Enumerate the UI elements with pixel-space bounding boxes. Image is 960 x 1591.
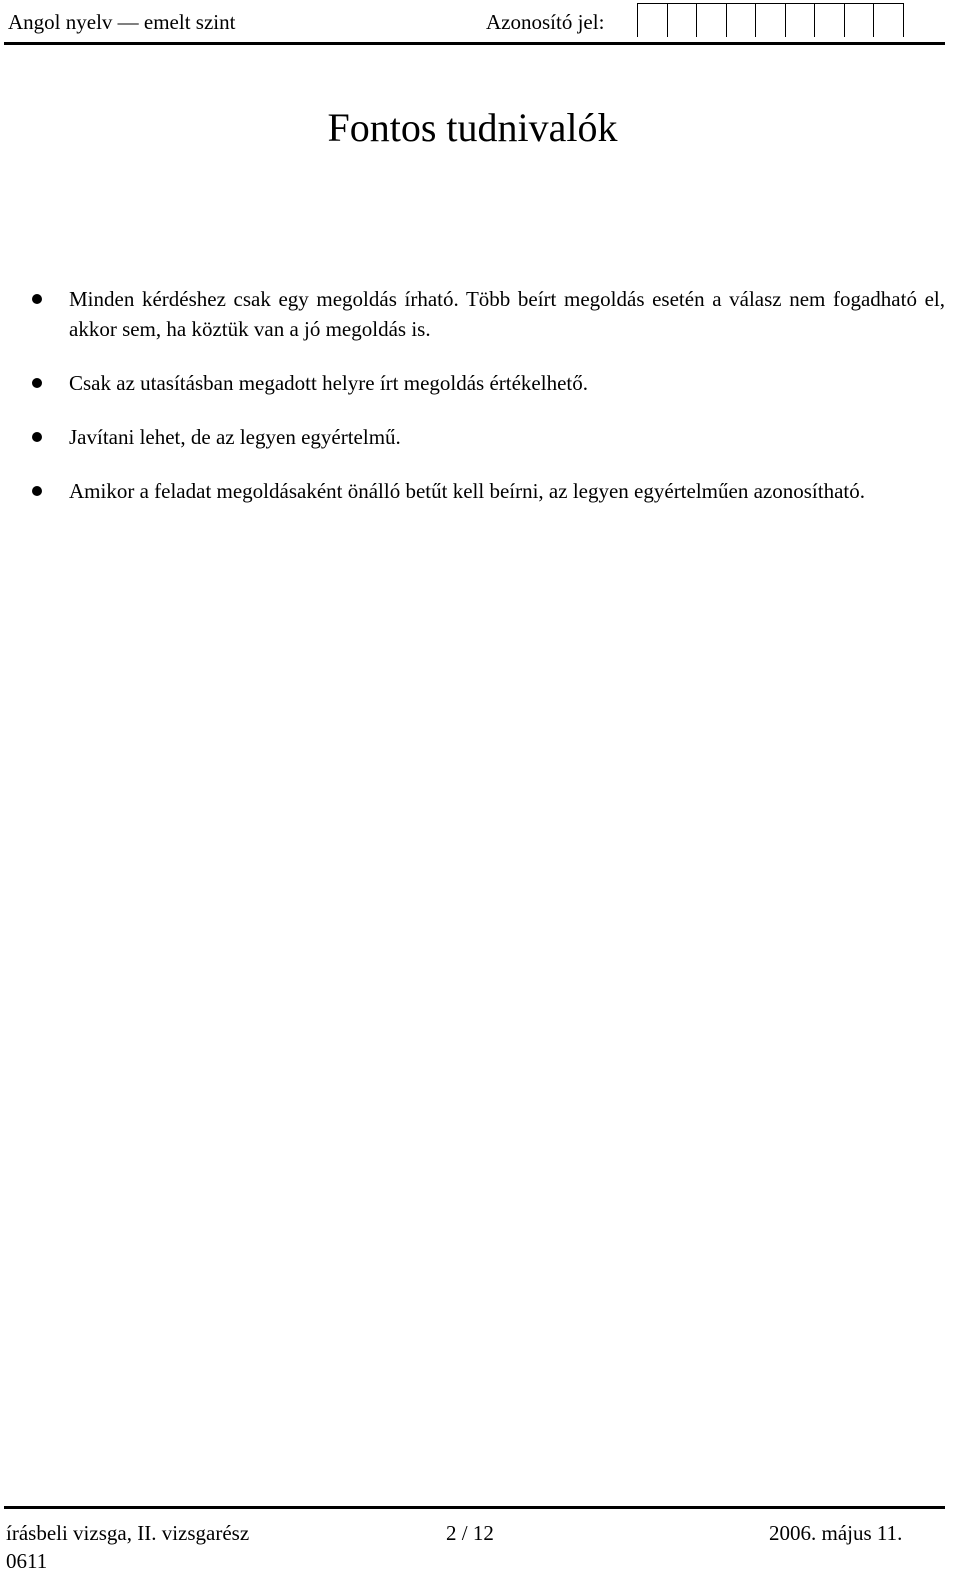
id-box[interactable] xyxy=(727,3,757,37)
notice-list xyxy=(0,284,945,530)
page-title: Fontos tudnivalók xyxy=(327,105,618,150)
header-subject: Angol nyelv — emelt szint xyxy=(8,10,236,34)
bullet-icon xyxy=(32,378,42,388)
id-box[interactable] xyxy=(874,3,904,37)
notice-text: Amikor a feladat megoldásaként önálló betűt kell beírni, az legyen egyértelműen azonosítható. xyxy=(69,479,865,503)
id-box[interactable] xyxy=(756,3,786,37)
footer-exam-part: írásbeli vizsga, II. vizsgarész xyxy=(6,1521,250,1545)
notice-item xyxy=(0,476,945,506)
footer-code: 0611 xyxy=(6,1549,48,1573)
bullet-icon xyxy=(32,432,42,442)
notice-text: Javítani lehet, de az legyen egyértelmű. xyxy=(69,425,401,449)
notice-item xyxy=(0,422,945,452)
notice-item xyxy=(0,368,945,398)
id-box[interactable] xyxy=(638,3,668,37)
footer-page-number: 2 / 12 xyxy=(446,1521,494,1545)
id-box[interactable] xyxy=(845,3,875,37)
id-box[interactable] xyxy=(697,3,727,37)
id-box[interactable] xyxy=(815,3,845,37)
header-id-label: Azonosító jel: xyxy=(486,10,605,34)
id-box[interactable] xyxy=(786,3,816,37)
footer-date: 2006. május 11. xyxy=(769,1521,903,1545)
bullet-icon xyxy=(32,294,42,304)
bullet-icon xyxy=(32,486,42,496)
header-rule xyxy=(4,42,945,45)
notice-item xyxy=(0,284,945,344)
id-box[interactable] xyxy=(668,3,698,37)
footer-rule xyxy=(4,1506,945,1509)
notice-text: Csak az utasításban megadott helyre írt megoldás értékelhető. xyxy=(69,371,588,395)
page-header xyxy=(0,0,960,46)
notice-text: Minden kérdéshez csak egy megoldás írható. Több beírt megoldás esetén a válasz nem fogadható el, akkor sem, ha köztük van a jó megoldás is. xyxy=(69,287,945,341)
id-boxes xyxy=(637,3,904,37)
